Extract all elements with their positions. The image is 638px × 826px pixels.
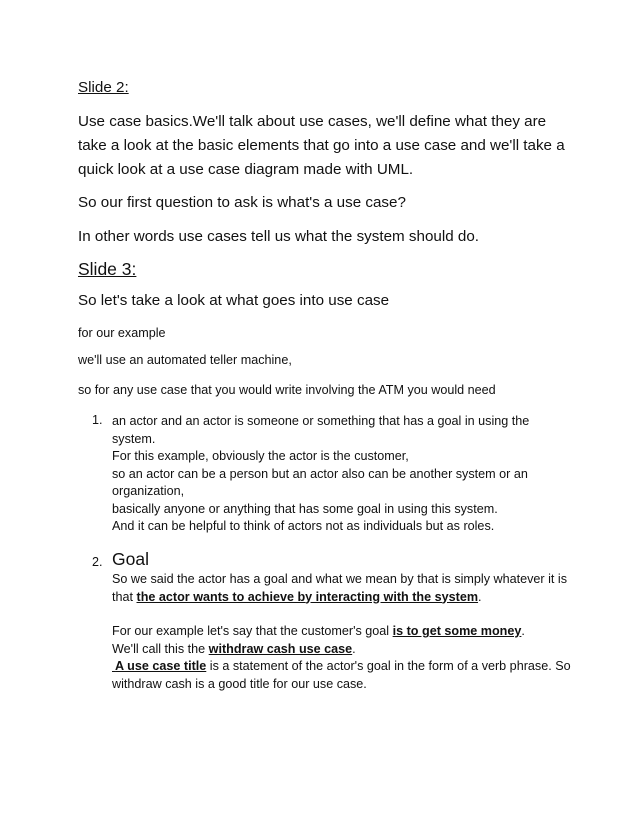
item2-line3-text: For our example let's say that the customer's goal	[112, 624, 393, 638]
item2-line4	[112, 641, 582, 659]
slide2-heading: Slide 2:	[78, 79, 129, 96]
item2-line3-end: .	[521, 624, 525, 638]
item1-line: basically anyone or anything that has some goal in using this system.	[112, 501, 498, 516]
slide3-line1: So let's take a look at what goes into use case	[78, 292, 390, 309]
item2-line6: withdraw cash is a good title for our use case.	[112, 676, 367, 691]
item2-line5-text: is a statement of the actor's goal in the form of a verb phrase. So	[206, 659, 571, 673]
item2-line4-emphasis: withdraw cash use case	[208, 641, 353, 656]
slide2-para1-line2: take a look at the basic elements that go into a use case and we'll take a	[78, 137, 565, 154]
list-item-2	[112, 547, 582, 693]
item2-line4-end: .	[352, 641, 356, 656]
list-item-1-number: 1.	[92, 413, 103, 427]
list-item-1	[112, 413, 582, 536]
slide3-line3: we'll use an automated teller machine,	[78, 353, 292, 367]
item2-line1: So we said the actor has a goal and what we mean by that is simply whatever it is	[112, 572, 568, 586]
item2-title: Goal	[112, 549, 149, 569]
item2-line3-emphasis: is to get some money	[392, 624, 522, 638]
item1-line: organization,	[112, 484, 185, 498]
slide3-line2: for our example	[78, 326, 166, 340]
item1-line: For this example, obviously the actor is the customer,	[112, 449, 409, 463]
item2-line5	[112, 658, 582, 676]
item2-line5-emphasis: A use case title	[115, 659, 207, 673]
item2-line3	[112, 623, 582, 641]
item2-line4-text: We'll call this the	[112, 641, 209, 656]
item2-line2-emphasis: the actor wants to achieve by interacting with the system	[136, 589, 479, 604]
item2-line2	[112, 589, 582, 607]
item1-line: system.	[112, 431, 156, 446]
item1-line: so an actor can be a person but an actor also can be another system or an	[112, 466, 528, 481]
slide2-para1-line1: Use case basics.We'll talk about use cases, we'll define what they are	[78, 113, 547, 130]
list-item-2-number: 2.	[92, 555, 103, 569]
slide3-line4: so for any use case that you would write involving the ATM you would need	[78, 383, 496, 397]
item1-line: And it can be helpful to think of actors not as individuals but as roles.	[112, 519, 495, 533]
item2-line2-end: .	[478, 589, 482, 604]
slide3-heading: Slide 3:	[78, 259, 137, 279]
slide2-para2: So our first question to ask is what's a use case?	[78, 194, 406, 211]
slide2-para1-line3: quick look at a use case diagram made with UML.	[78, 161, 414, 178]
item1-line: an actor and an actor is someone or something that has a goal in using the	[112, 414, 530, 428]
slide2-para3: In other words use cases tell us what the system should do.	[78, 228, 479, 245]
item2-line2-text: that	[112, 589, 137, 604]
